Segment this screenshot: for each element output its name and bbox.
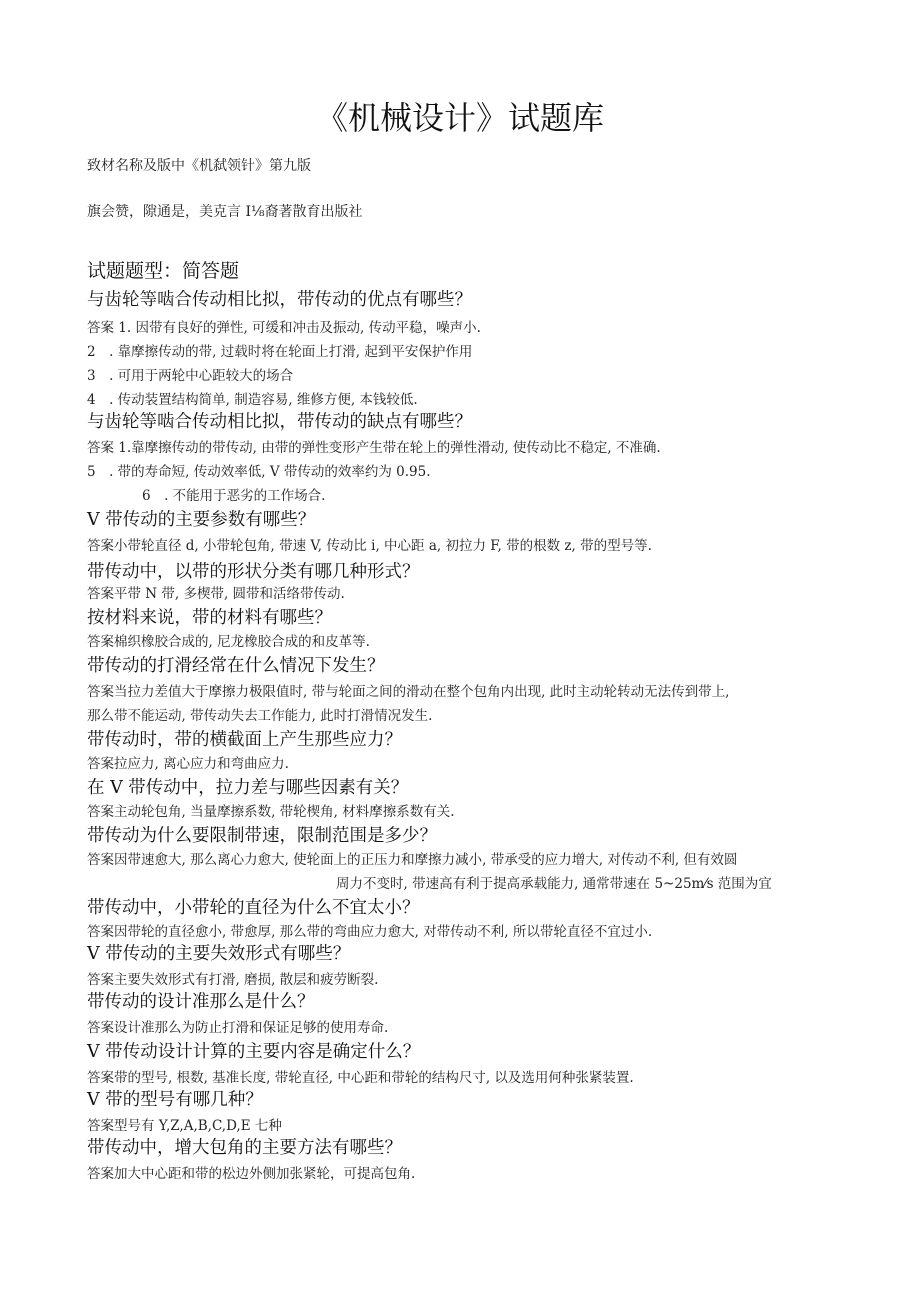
answer-line: 6 . 不能用于恶劣的工作场合.: [142, 488, 326, 504]
textbook-info: 致材名称及版中《机弑领针》第九版: [87, 158, 311, 174]
answer-line: 答案设计准那么为防止打滑和保证足够的使用寿命.: [87, 1020, 389, 1036]
question-heading: 带传动时，带的横截面上产生那些应力？: [87, 730, 402, 750]
answer-line: 答案拉应力, 离心应力和弯曲应力.: [87, 756, 289, 772]
answer-line: 答案型号有 Y,Z,A,B,C,D,E 七种: [87, 1118, 282, 1134]
question-heading: V 带传动的主要失效形式有哪些？: [87, 944, 351, 964]
authors-publisher-info: 旗会赞，隙通是，美克言 Ⅰ⅛裔著散育出版社: [87, 204, 363, 220]
question-heading: 与齿轮等啮合传动相比拟，带传动的缺点有哪些？: [87, 412, 472, 432]
answer-line: 答案因带轮的直径愈小, 带愈厚, 那么带的弯曲应力愈大, 对带传动不利, 所以带轮直径不宜过小.: [87, 924, 653, 940]
answer-line: 答案加大中心距和带的松边外侧加张紧轮，可提高包角.: [87, 1166, 416, 1182]
answer-line: 答案棉织橡胶合成的, 尼龙橡胶合成的和皮革等.: [87, 634, 370, 650]
question-heading: 带传动中，小带轮的直径为什么不宜太小？: [87, 898, 420, 918]
answer-line: 那么带不能运动, 带传动失去工作能力, 此时打滑情况发生.: [87, 708, 433, 724]
question-heading: 带传动中，以带的形状分类有哪几种形式？: [87, 562, 420, 582]
question-heading: 带传动为什么要限制带速，限制范围是多少？: [87, 826, 437, 846]
question-heading: 带传动的打滑经常在什么情况下发生？: [87, 656, 385, 676]
question-heading: 在 V 带传动中，拉力差与哪些因素有关？: [87, 778, 409, 798]
question-heading: V 带传动设计计算的主要内容是确定什么？: [87, 1042, 421, 1062]
question-heading: V 带的型号有哪几种？: [87, 1090, 263, 1110]
answer-line: 3 . 可用于两轮中心距较大的场合: [87, 368, 294, 384]
answer-line: 答案小带轮直径 d, 小带轮包角, 带速 V, 传动比 i, 中心距 a, 初拉力 F, 带的根数 z, 带的型号等.: [87, 538, 652, 554]
answer-line: 2 . 靠摩擦传动的带, 过载时将在轮面上打滑, 起到平安保护作用: [87, 344, 473, 360]
answer-line: 5 . 带的寿命短, 传动效率低, V 带传动的效率约为 0.95.: [87, 464, 431, 480]
question-heading: V 带传动的主要参数有哪些？: [87, 510, 316, 530]
question-heading: 带传动的设计准那么是什么？: [87, 992, 315, 1012]
answer-line: 周力不变时, 带速高有利于提高承载能力, 通常带速在 5~25m⁄s 范围为宜: [336, 876, 772, 892]
document-title: 《机械设计》试题库: [315, 99, 604, 137]
answer-line: 答案 1. 因带有良好的弹性, 可缓和冲击及振动, 传动平稳，噪声小.: [87, 320, 481, 336]
answer-line: 答案当拉力差值大于摩擦力极限值时, 带与轮面之间的滑动在整个包角内出现, 此时主动轮转动无法传到带上,: [87, 684, 730, 700]
section-heading: 试题题型：简答题: [87, 260, 240, 282]
answer-line: 答案主动轮包角, 当量摩擦系数, 带轮楔角, 材料摩擦系数有关.: [87, 804, 455, 820]
question-heading: 与齿轮等啮合传动相比拟，带传动的优点有哪些？: [87, 290, 472, 310]
answer-line: 答案因带速愈大, 那么离心力愈大, 使轮面上的正压力和摩擦力减小, 带承受的应力增大, 对传动不利, 但有效圆: [87, 852, 738, 868]
question-heading: 带传动中，增大包角的主要方法有哪些？: [87, 1138, 402, 1158]
question-heading: 按材料来说，带的材料有哪些？: [87, 608, 332, 628]
answer-line: 答案 1.靠摩擦传动的带传动, 由带的弹性变形产生带在轮上的弹性滑动, 使传动比不稳定, 不准确.: [87, 440, 661, 456]
answer-line: 答案带的型号, 根数, 基准长度, 带轮直径, 中心距和带轮的结构尺寸, 以及选用何种张紧装置.: [87, 1070, 634, 1086]
answer-line: 4 . 传动装置结构简单, 制造容易, 维修方便, 本钱较低.: [87, 392, 418, 408]
answer-line: 答案平带 N 带, 多楔带, 圆带和活络带传动.: [87, 586, 345, 602]
answer-line: 答案主要失效形式有打滑, 磨损, 散层和疲劳断裂.: [87, 972, 379, 988]
